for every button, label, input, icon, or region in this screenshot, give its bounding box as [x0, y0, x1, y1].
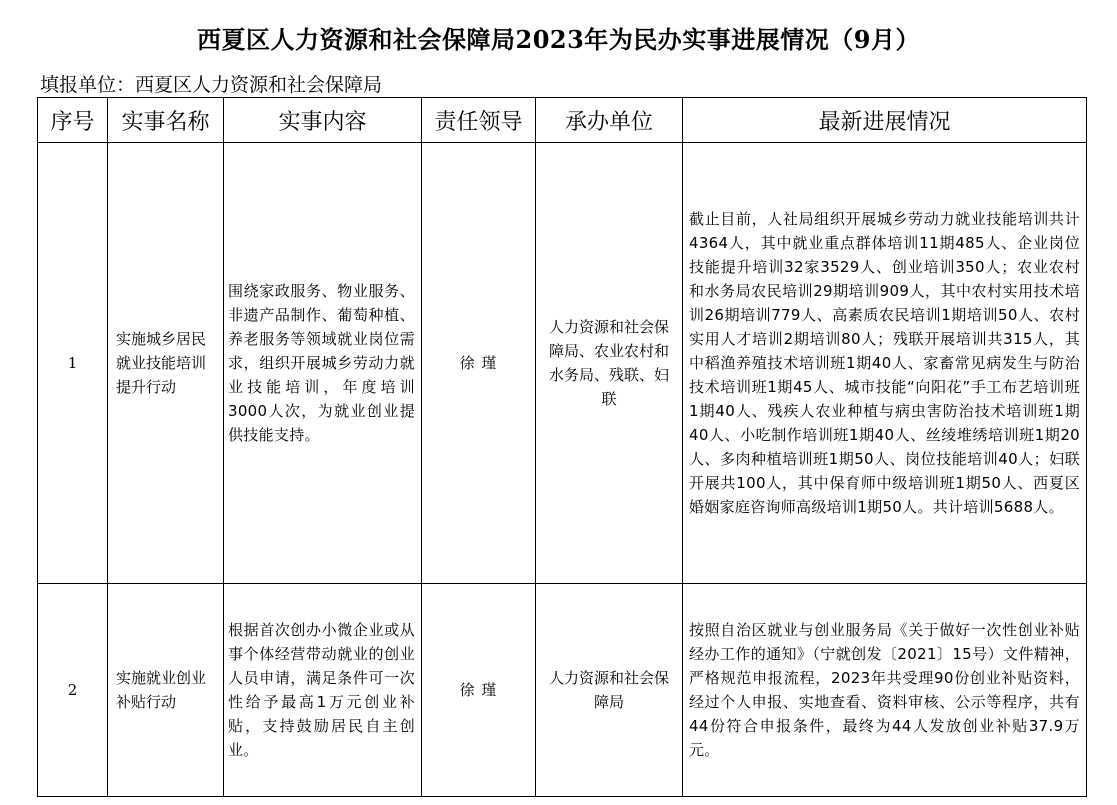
- table-row: [38, 584, 1087, 797]
- row-project-name: 实施就业创业补贴行动: [108, 584, 224, 797]
- header-index: 序号: [38, 98, 108, 143]
- table-row: [38, 143, 1087, 584]
- row-progress: 按照自治区就业与创业服务局《关于做好一次性创业补贴经办工作的通知》（宁就创发〔2021〕15号）文件精神，严格规范申报流程，2023年共受理90份创业补贴资料，经过个人申报、实地查看、资料审核、公示等程序，共有44份符合申报条件，最终为44人发放创业补贴37.9万元。: [683, 584, 1087, 797]
- row-unit: 人力资源和社会保障局、农业农村和水务局、残联、妇联: [536, 143, 683, 584]
- page-title: 西夏区人力资源和社会保障局2023年为民办实事进展情况（9月）: [197, 25, 920, 54]
- header-project-content: 实事内容: [224, 98, 422, 143]
- row-index: 2: [38, 584, 108, 797]
- row-unit: 人力资源和社会保障局: [536, 584, 683, 797]
- header-project-name: 实事名称: [108, 98, 224, 143]
- row-project-content: 围绕家政服务、物业服务、非遗产品制作、葡萄种植、养老服务等领域就业岗位需求，组织开展城乡劳动力就业技能培训，年度培训3000人次，为就业创业提供技能支持。: [224, 143, 422, 584]
- header-unit: 承办单位: [536, 98, 683, 143]
- filler-unit-line: 填报单位：西夏区人力资源和社会保障局: [40, 74, 383, 96]
- header-progress: 最新进展情况: [683, 98, 1087, 143]
- row-progress: 截止目前，人社局组织开展城乡劳动力就业技能培训共计4364人，其中就业重点群体培训11期485人、企业岗位技能提升培训32家3529人、创业培训350人；农业农村和水务局农民培训29期培训909人，其中农村实用技术培训26期培训779人、高素质农民培训1期培训50人、农村实用人才培训2期培训80人；残联开展培训共315人，其中稻渔养殖技术培训班1期40人、家畜常见病发生与防治技术培训班1期45人、城市技能“向阳花”手工布艺培训班1期40人、残疾人农业种植与病虫害防治技术培训班1期40人、小吃制作培训班1期40人、丝绫堆绣培训班1期20人、多肉种植培训班1期50人、岗位技能培训40人；妇联开展共100人，其中保育师中级培训班1期50人、西夏区婚姻家庭咨询师高级培训1期50人。共计培训5688人。: [683, 143, 1087, 584]
- row-leader: 徐 瑾: [422, 584, 536, 797]
- row-project-name: 实施城乡居民就业技能培训提升行动: [108, 143, 224, 584]
- row-leader: 徐 瑾: [422, 143, 536, 584]
- progress-table: [37, 97, 1087, 797]
- row-project-content: 根据首次创办小微企业或从事个体经营带动就业的创业人员申请，满足条件可一次性给予最高1万元创业补贴，支持鼓励居民自主创业。: [224, 584, 422, 797]
- header-leader: 责任领导: [422, 98, 536, 143]
- table-header-row: [38, 98, 1087, 143]
- row-index: 1: [38, 143, 108, 584]
